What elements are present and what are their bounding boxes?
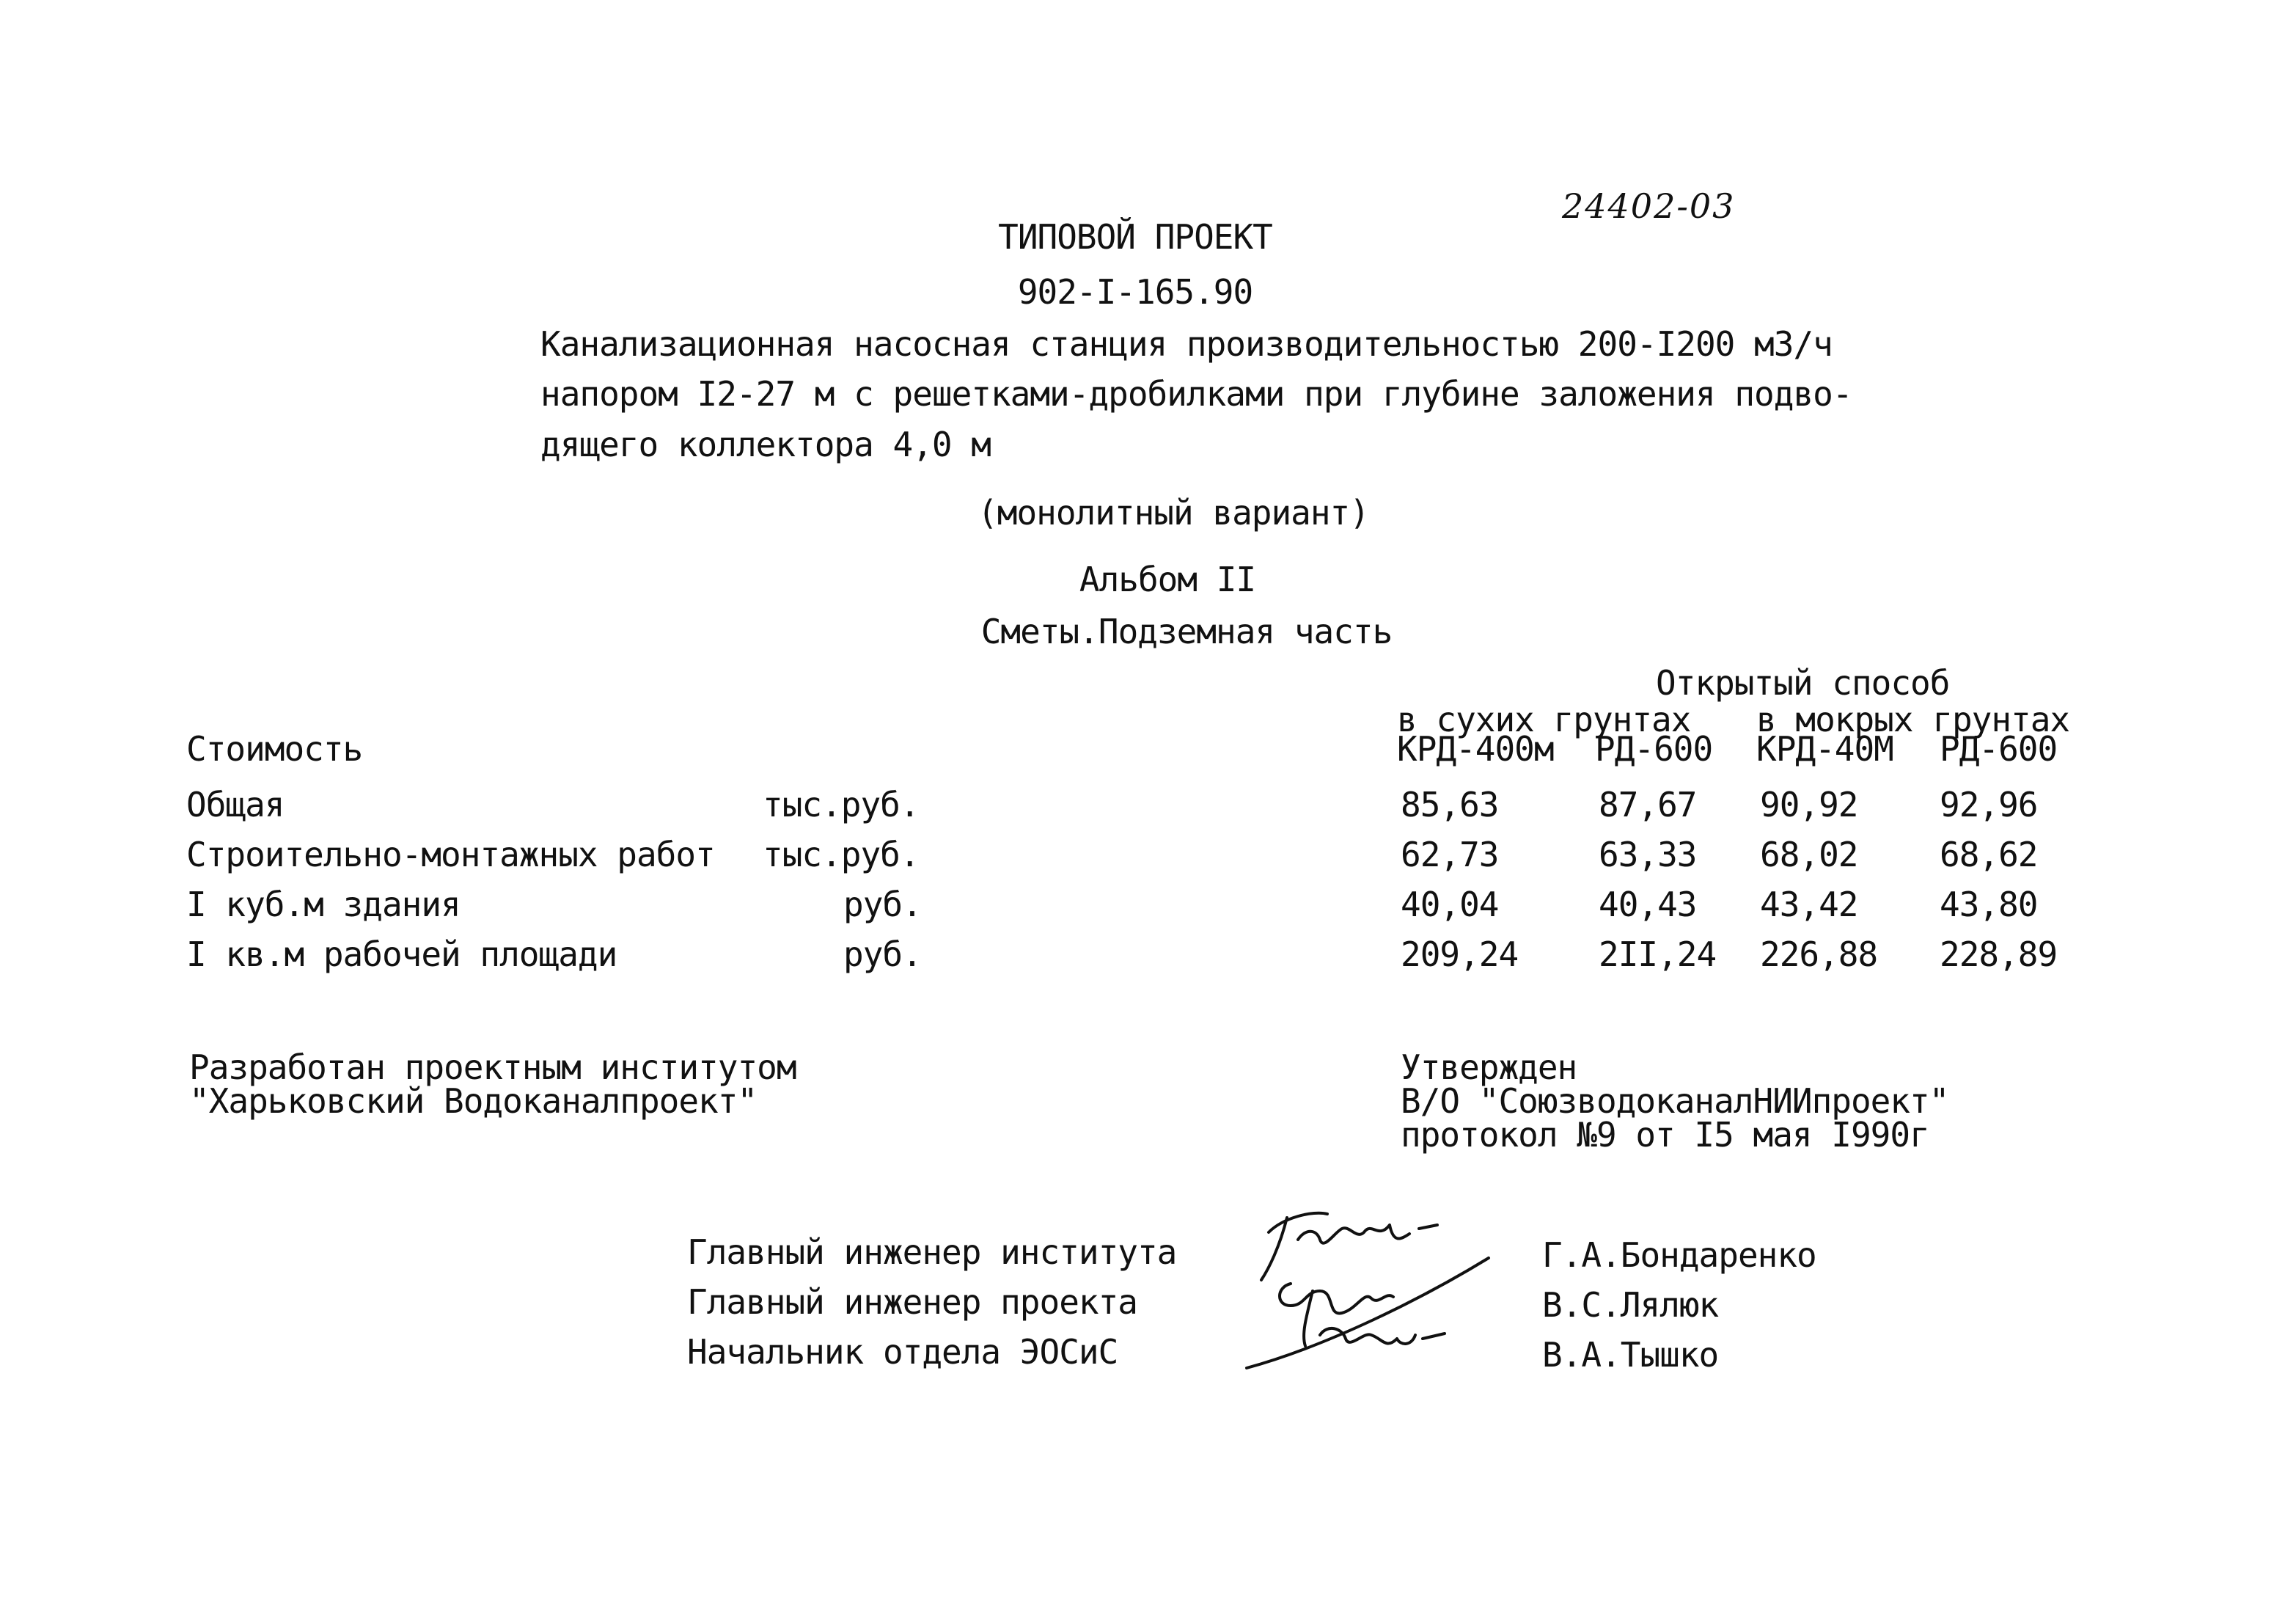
- signatory-name: В.С.Лялюк: [1542, 1285, 1719, 1325]
- row-unit: руб.: [843, 885, 922, 924]
- table-row: [0, 885, 2296, 924]
- row-value: 2II,24: [1599, 934, 1717, 974]
- document-title: ТИПОВОЙ ПРОЕКТ: [998, 217, 1272, 257]
- variant-label: (монолитный вариант): [978, 493, 1369, 533]
- row-value: 68,62: [1940, 835, 2038, 874]
- column-header-rd-600-dry: РД-600: [1595, 729, 1713, 769]
- row-value: 40,04: [1401, 885, 1499, 924]
- signatory-name: В.А.Тышко: [1542, 1335, 1719, 1375]
- table-section-label: Стоимость: [186, 729, 363, 769]
- approval-line-2: В/О "СоюзводоканалНИИпроект": [1401, 1081, 1949, 1121]
- signatory-position: Главный инженер института: [687, 1232, 1177, 1272]
- developer-line-2: "Харьковский Водоканалпроект": [189, 1081, 758, 1121]
- project-code: 902-I-165.90: [1017, 272, 1253, 312]
- row-value: 90,92: [1760, 785, 1858, 824]
- approval-line-3: протокол №9 от I5 мая I990г: [1401, 1115, 1929, 1155]
- row-value: 43,42: [1760, 885, 1858, 924]
- description-line-2: напором I2-27 м с решетками-дробилками при глубине заложения подво-: [540, 374, 1852, 414]
- row-value: 68,02: [1760, 835, 1858, 874]
- table-row: [0, 835, 2296, 874]
- document-subtitle: Сметы.Подземная часть: [980, 612, 1393, 651]
- signatory-name: Г.А.Бондаренко: [1542, 1235, 1816, 1275]
- row-value: 63,33: [1599, 835, 1697, 874]
- row-value: 92,96: [1940, 785, 2038, 824]
- row-unit: тыс.руб.: [763, 785, 920, 824]
- column-header-rd-600-wet: РД-600: [1940, 729, 2058, 769]
- description-line-1: Канализационная насосная станция производительностью 200-I200 м3/ч: [540, 324, 1833, 364]
- row-value: 62,73: [1401, 835, 1499, 874]
- table-subgroup-dry-soil: в сухих грунтах: [1397, 700, 1691, 739]
- approval-line-1: Утвержден: [1401, 1047, 1577, 1087]
- row-value: 87,67: [1599, 785, 1697, 824]
- handwritten-signatures: [1217, 1188, 1496, 1394]
- row-unit: руб.: [843, 934, 922, 974]
- table-row: [0, 934, 2296, 974]
- row-value: 226,88: [1760, 934, 1878, 974]
- signatory-position: Начальник отдела ЭОСиС: [687, 1332, 1118, 1372]
- row-unit: тыс.руб.: [763, 835, 920, 874]
- column-header-krd-400m: КРД-400м: [1397, 729, 1554, 769]
- row-label: Общая: [186, 785, 285, 824]
- table-subgroup-wet-soil: в мокрых грунтах: [1756, 700, 2070, 739]
- table-row: [0, 785, 2296, 822]
- row-label: I куб.м здания: [186, 885, 461, 924]
- description-line-3: дящего коллектора 4,0 м: [540, 425, 991, 464]
- row-value: 228,89: [1940, 934, 2058, 974]
- table-group-header: Открытый способ: [1656, 663, 1950, 703]
- row-value: 40,43: [1599, 885, 1697, 924]
- column-header-krd-40m: КРД-40М: [1756, 729, 1893, 769]
- signatory-position: Главный инженер проекта: [687, 1282, 1137, 1322]
- developer-line-1: Разработан проектным институтом: [189, 1047, 796, 1087]
- row-label: I кв.м рабочей площади: [186, 934, 617, 974]
- row-value: 85,63: [1401, 785, 1499, 824]
- document-number: 24402-03: [1562, 186, 1736, 226]
- row-label: Строительно-монтажных работ: [186, 835, 715, 874]
- row-value: 209,24: [1401, 934, 1519, 974]
- row-value: 43,80: [1940, 885, 2038, 924]
- album-label: Альбом II: [1079, 560, 1256, 599]
